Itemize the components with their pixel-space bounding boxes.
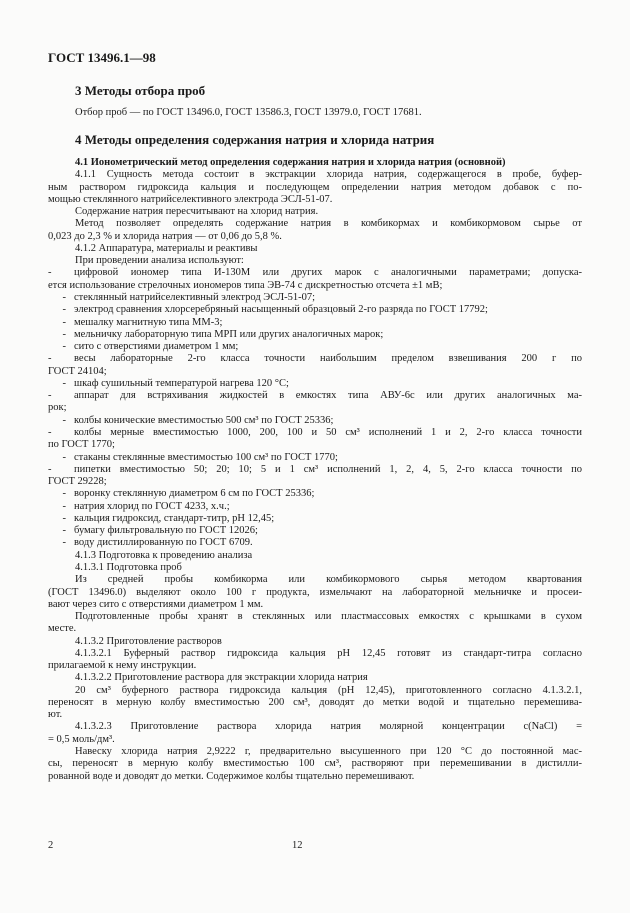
text-line: вают через сито с отверстиями диаметром 1 мм. — [48, 598, 264, 610]
text-line: 4.1.3 Подготовка к проведению анализа — [75, 549, 253, 561]
text-line: Навеску хлорида натрия 2,9222 г, предварительно высушенного при 120 °С до постоянной мас- — [75, 746, 582, 757]
page-number-left: 2 — [48, 840, 54, 851]
text-line — [48, 513, 274, 525]
text-line — [48, 488, 314, 500]
list-dash: - — [62, 451, 66, 463]
text-line — [48, 267, 582, 279]
text-line: Из средней пробы комбикорма или комбикормового сырья методом квартования — [75, 574, 582, 586]
list-item-text: стеклянный натрийселективный электрод ЭСЛ-51-07; — [74, 292, 315, 303]
text-line — [48, 537, 253, 549]
text-line: месте. — [48, 623, 77, 635]
list-dash: - — [62, 414, 66, 426]
text-line — [48, 304, 488, 316]
list-dash: - — [62, 377, 66, 389]
section-3-title: 3 Методы отбора проб — [75, 83, 206, 98]
text-line — [48, 341, 238, 353]
list-item-text: натрия хлорид по ГОСТ 4233, х.ч.; — [74, 500, 230, 512]
text-line: по ГОСТ 1770; — [48, 439, 115, 451]
list-dash: - — [62, 488, 66, 500]
text-line — [48, 501, 230, 513]
list-dash: - — [48, 390, 52, 402]
text-line: ется использование стрелочных иономеров типа ЭВ-74 с дискретностью отсчета ±1 мВ; — [48, 279, 443, 291]
list-item-text: воронку стеклянную диаметром 6 см по ГОСТ 25336; — [74, 488, 315, 500]
list-dash: - — [62, 341, 66, 352]
list-item-text: шкаф сушильный температурой нагрева 120 °С; — [74, 377, 289, 389]
list-item-text: кальция гидроксид, стандарт-титр, рН 12,45; — [74, 512, 275, 524]
list-dash: - — [62, 512, 66, 524]
text-line: 4.1.1 Сущность метода состоит в экстракции хлорида натрия, содержащегося в пробе, буфер- — [75, 169, 582, 181]
text-line — [48, 390, 582, 402]
text-line: Подготовленные пробы хранят в стеклянных или пластмассовых емкостях с крышками в сухом — [75, 611, 582, 622]
text-line: (ГОСТ 13496.0) выделяют около 100 г продукта, измельчают на лабораторной мельничке и просеи- — [48, 586, 582, 598]
text-line: ют. — [48, 709, 63, 721]
text-line: 4.1.3.2.2 Приготовление раствора для экстракции хлорида натрия — [75, 672, 368, 684]
text-line: 4.1.2 Аппаратура, материалы и реактивы — [75, 242, 258, 254]
list-dash: - — [48, 426, 52, 438]
text-line: ГОСТ 29228; — [48, 476, 107, 487]
list-item-text: колбы конические вместимостью 500 см³ по ГОСТ 25336; — [74, 414, 334, 426]
text-line: При проведении анализа используют: — [75, 255, 244, 267]
text-line: рок; — [48, 402, 67, 414]
list-dash: - — [48, 353, 52, 365]
text-line: сы, переносят в мерную колбу вместимостью 100 см³, растворяют при перемешивании в дистилли- — [48, 758, 582, 770]
list-item-text: мешалку магнитную типа ММ-3; — [74, 316, 223, 328]
text-line — [48, 292, 315, 304]
text-line: мощью стеклянного натрийселективного электрода ЭСЛ-51-07. — [48, 193, 333, 205]
text-line — [48, 415, 333, 427]
text-line: 4.1 Ионометрический метод определения содержания натрия и хлорида натрия (основной) — [75, 157, 506, 168]
text-line: рованной воде и доводят до метки. Содержимое колбы тщательно перемешивают. — [48, 770, 415, 782]
list-item-text: сито с отверстиями диаметром 1 мм; — [74, 341, 239, 352]
list-dash: - — [62, 500, 66, 512]
list-item-text: цифровой иономер типа И-130М или других марок с аналогичными параметрами; допуска- — [74, 267, 582, 279]
list-dash: - — [48, 463, 52, 475]
list-item-text: электрод сравнения хлорсеребряный насыщенный образцовый 2-го разряда по ГОСТ 17792; — [74, 304, 488, 316]
text-line — [48, 329, 383, 341]
list-dash: - — [62, 304, 66, 316]
list-item-text: аппарат для встряхивания жидкостей в емкостях типа АВУ-6с или других аналогичных ма- — [74, 390, 582, 402]
text-line — [48, 427, 582, 439]
text-line: 4.1.3.2 Приготовление растворов — [75, 635, 222, 647]
text-line: 20 см³ буферного раствора гидроксида кальция (рН 12,45), приготовленного согласно 4.1.3.2.1, — [75, 684, 582, 696]
section-3-text: Отбор проб — по ГОСТ 13496.0, ГОСТ 13586.3, ГОСТ 13979.0, ГОСТ 17681. — [75, 107, 422, 118]
text-line — [48, 525, 258, 537]
list-dash: - — [62, 292, 66, 303]
text-line: ным раствором гидроксида кальция и последующем определении натрия методом добавок с по- — [48, 181, 582, 193]
list-dash: - — [62, 537, 66, 549]
text-line — [48, 464, 582, 476]
text-line: Метод позволяет определять содержание натрия в комбикормах и комбикормовом сырье от — [75, 218, 582, 230]
text-line: 4.1.3.2.3 Приготовление раствора хлорида натрия молярной концентрации c(NaCl) = — [75, 721, 582, 733]
text-line: = 0,5 моль/дм³. — [48, 733, 115, 745]
text-line: переносят в мерную колбу вместимостью 200 см³, доводят до метки водой и тщательно перемешива- — [48, 696, 582, 708]
text-line: ГОСТ 24104; — [48, 365, 107, 377]
list-item-text: весы лабораторные 2-го класса точности наибольшим пределом взвешивания 200 г по — [74, 353, 582, 365]
document-header: ГОСТ 13496.1—98 — [48, 50, 156, 65]
text-line: 4.1.3.2.1 Буферный раствор гидроксида кальция рН 12,45 готовят из стандарт-титра согласно — [75, 647, 582, 659]
text-line — [48, 378, 289, 390]
list-item-text: бумагу фильтровальную по ГОСТ 12026; — [74, 525, 258, 537]
text-line — [48, 317, 222, 329]
list-item-text: воду дистиллированную по ГОСТ 6709. — [74, 537, 253, 549]
list-dash: - — [62, 316, 66, 328]
text-line: 4.1.3.1 Подготовка проб — [75, 561, 182, 573]
list-item-text: колбы мерные вместимостью 1000, 200, 100 и 50 см³ исполнений 1 и 2, 2-го класса точности — [74, 426, 582, 438]
text-line: прилагаемой к нему инструкции. — [48, 660, 197, 672]
page-number-center: 12 — [292, 840, 303, 851]
text-line: Содержание натрия пересчитывают на хлорид натрия. — [75, 206, 319, 218]
text-line — [48, 353, 582, 365]
text-line — [48, 452, 338, 464]
section-4-title: 4 Методы определения содержания натрия и хлорида натрия — [75, 132, 435, 147]
list-dash: - — [48, 267, 52, 279]
list-item-text: пипетки вместимостью 50; 20; 10; 5 и 1 см³ исполнений 1, 2, 4, 5, 2-го класса точности по — [74, 463, 582, 475]
text-line: 0,023 до 2,3 % и хлорида натрия — от 0,06 до 5,8 %. — [48, 230, 282, 242]
list-dash: - — [62, 525, 66, 537]
list-item-text: мельничку лабораторную типа МРП или других аналогичных марок; — [74, 328, 384, 340]
list-item-text: стаканы стеклянные вместимостью 100 см³ по ГОСТ 1770; — [74, 451, 338, 463]
list-dash: - — [62, 328, 66, 340]
